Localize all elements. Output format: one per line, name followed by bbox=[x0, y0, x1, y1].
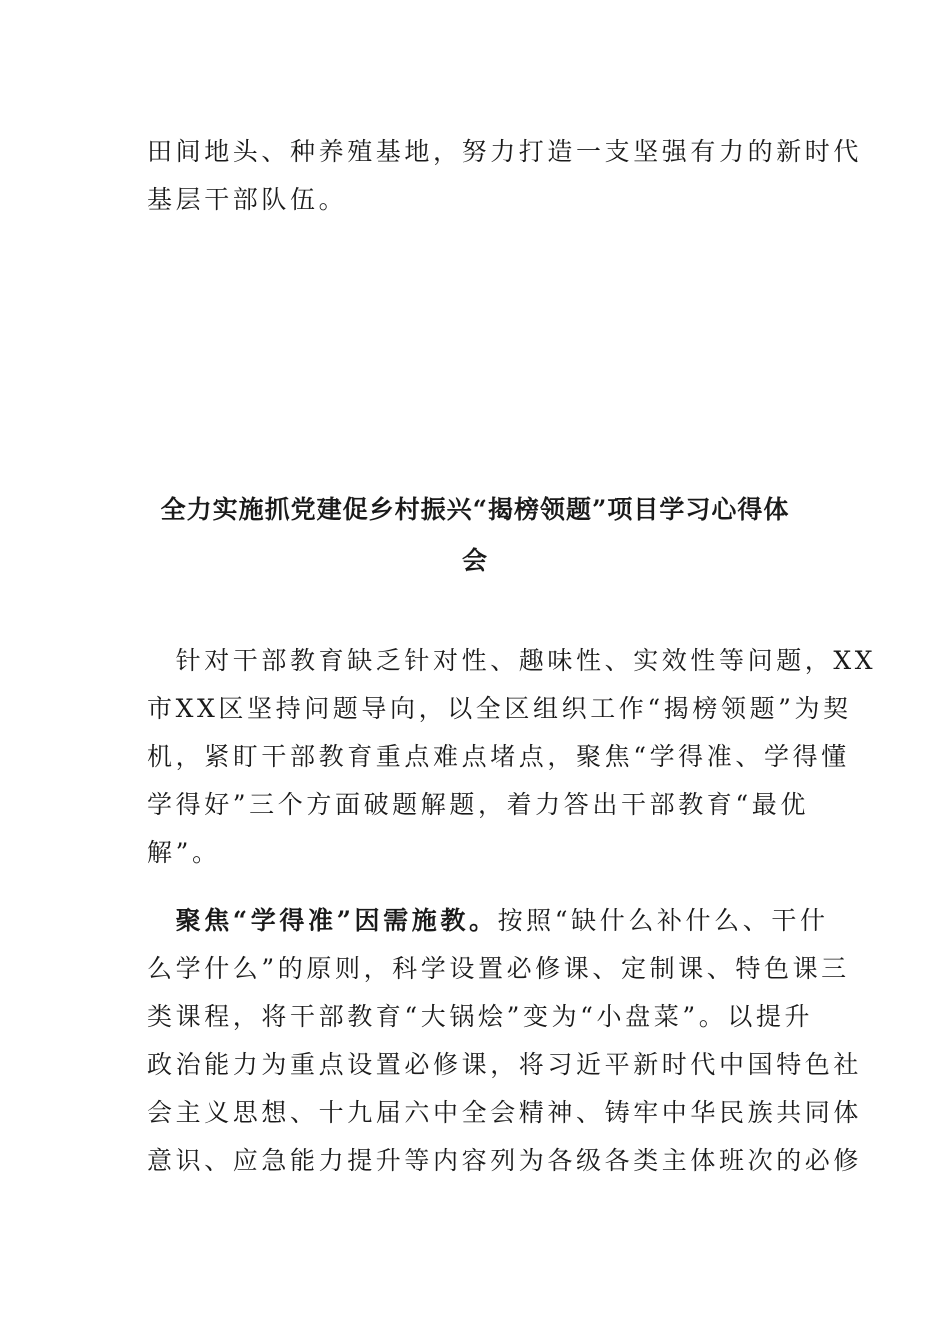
paragraph-line: 么学什么”的原则，科学设置必修课、定制课、特色课三 bbox=[147, 954, 850, 983]
paragraph-line: 市XX区坚持问题导向，以全区组织工作“揭榜领题”为契 bbox=[147, 694, 852, 723]
paragraph-line: 会主义思想、十九届六中全会精神、铸牢中华民族共同体 bbox=[147, 1098, 863, 1127]
section-heading: 聚焦“学得准”因需施教。 bbox=[147, 906, 498, 935]
paragraph-line: 政治能力为重点设置必修课，将习近平新时代中国特色社 bbox=[147, 1050, 863, 1079]
paragraph-line: 田间地头、种养殖基地，努力打造一支坚强有力的新时代 bbox=[147, 137, 863, 166]
paragraph-line: 类课程，将干部教育“大锅烩”变为“小盘菜”。以提升 bbox=[147, 1002, 814, 1031]
section-first-line bbox=[147, 906, 829, 936]
paragraph-line: 解”。 bbox=[147, 838, 221, 867]
paragraph-line: 机，紧盯干部教育重点难点堵点，聚焦“学得准、学得懂 bbox=[147, 742, 850, 771]
section-text: 按照“缺什么补什么、干什 bbox=[497, 906, 829, 935]
article-title-line: 会 bbox=[461, 546, 488, 575]
article-title-line: 全力实施抓党建促乡村振兴“揭榜领题”项目学习心得体 bbox=[160, 495, 790, 524]
paragraph-line: 意识、应急能力提升等内容列为各级各类主体班次的必修 bbox=[147, 1146, 863, 1175]
paragraph-line: 学得好”三个方面破题解题，着力答出干部教育“最优 bbox=[147, 790, 809, 819]
paragraph-line: 针对干部教育缺乏针对性、趣味性、实效性等问题，XX bbox=[147, 646, 877, 675]
paragraph-line: 基层干部队伍。 bbox=[147, 185, 348, 214]
